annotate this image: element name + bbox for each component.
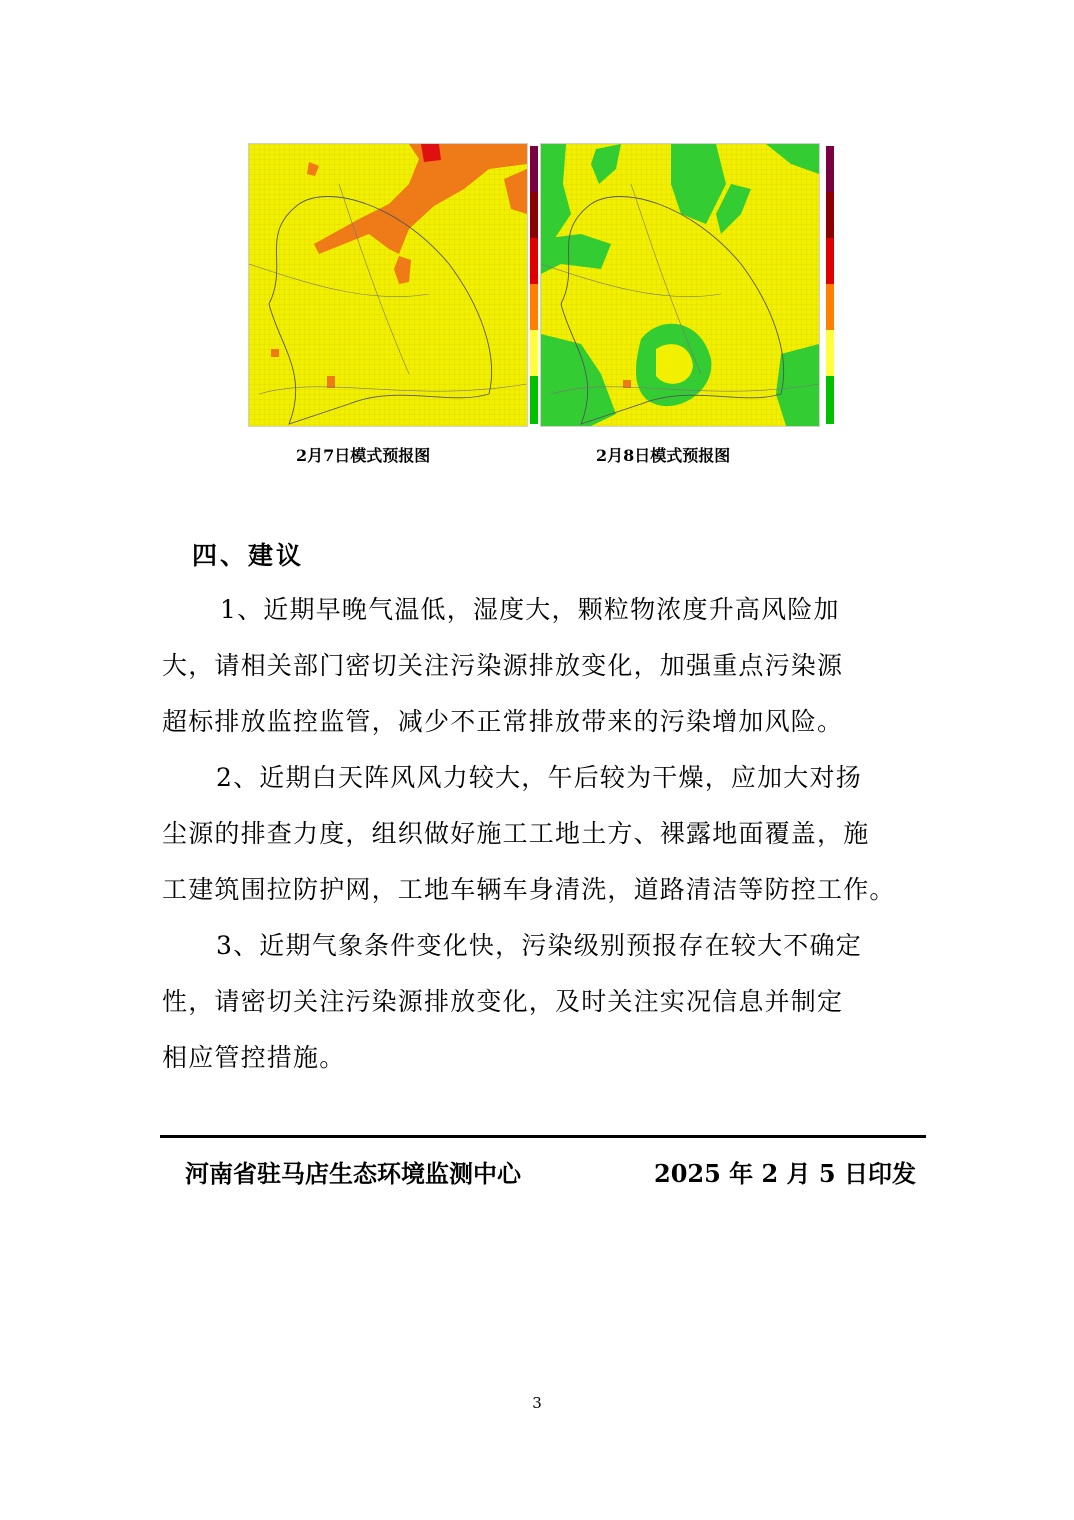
paragraph-line: 性，请密切关注污染源排放变化，及时关注实况信息并制定: [162, 987, 844, 1016]
issuing-organization: 河南省驻马店生态环境监测中心: [185, 1159, 521, 1188]
paragraph-line: 工建筑围拉防护网，工地车辆车身清洗，道路清洁等防控工作。: [162, 875, 896, 904]
paragraph-line: 尘源的排查力度，组织做好施工工地土方、裸露地面覆盖，施: [162, 819, 870, 848]
paragraph-line: 大，请相关部门密切关注污染源排放变化，加强重点污染源: [162, 651, 844, 680]
paragraph-line: 超标排放监控监管，减少不正常排放带来的污染增加风险。: [162, 707, 844, 736]
figure-caption-feb7: 2月7日模式预报图: [296, 446, 431, 465]
paragraph-line: 1、近期早晚气温低，湿度大，颗粒物浓度升高风险加: [220, 595, 840, 624]
color-legend-bar: [530, 146, 538, 424]
suggestion-paragraph-2: [162, 750, 922, 918]
paragraph-line: 相应管控措施。: [162, 1043, 346, 1072]
figure-caption-feb8: 2月8日模式预报图: [596, 446, 731, 465]
forecast-map-feb7: [248, 143, 528, 427]
paragraph-line: 2、近期白天阵风风力较大，午后较为干燥，应加大对扬: [216, 763, 862, 792]
suggestion-paragraph-3: [162, 918, 922, 1086]
paragraph-line: 3、近期气象条件变化快，污染级别预报存在较大不确定: [216, 931, 862, 960]
footer-divider: [160, 1135, 926, 1138]
section-heading: 四、建议: [192, 541, 305, 570]
page-number: 3: [532, 1394, 542, 1412]
color-legend-bar: [826, 146, 834, 424]
suggestion-paragraph-1: [162, 582, 922, 750]
forecast-map-feb8: [540, 143, 820, 427]
issue-date: 2025 年 2 月 5 日印发: [654, 1159, 916, 1188]
